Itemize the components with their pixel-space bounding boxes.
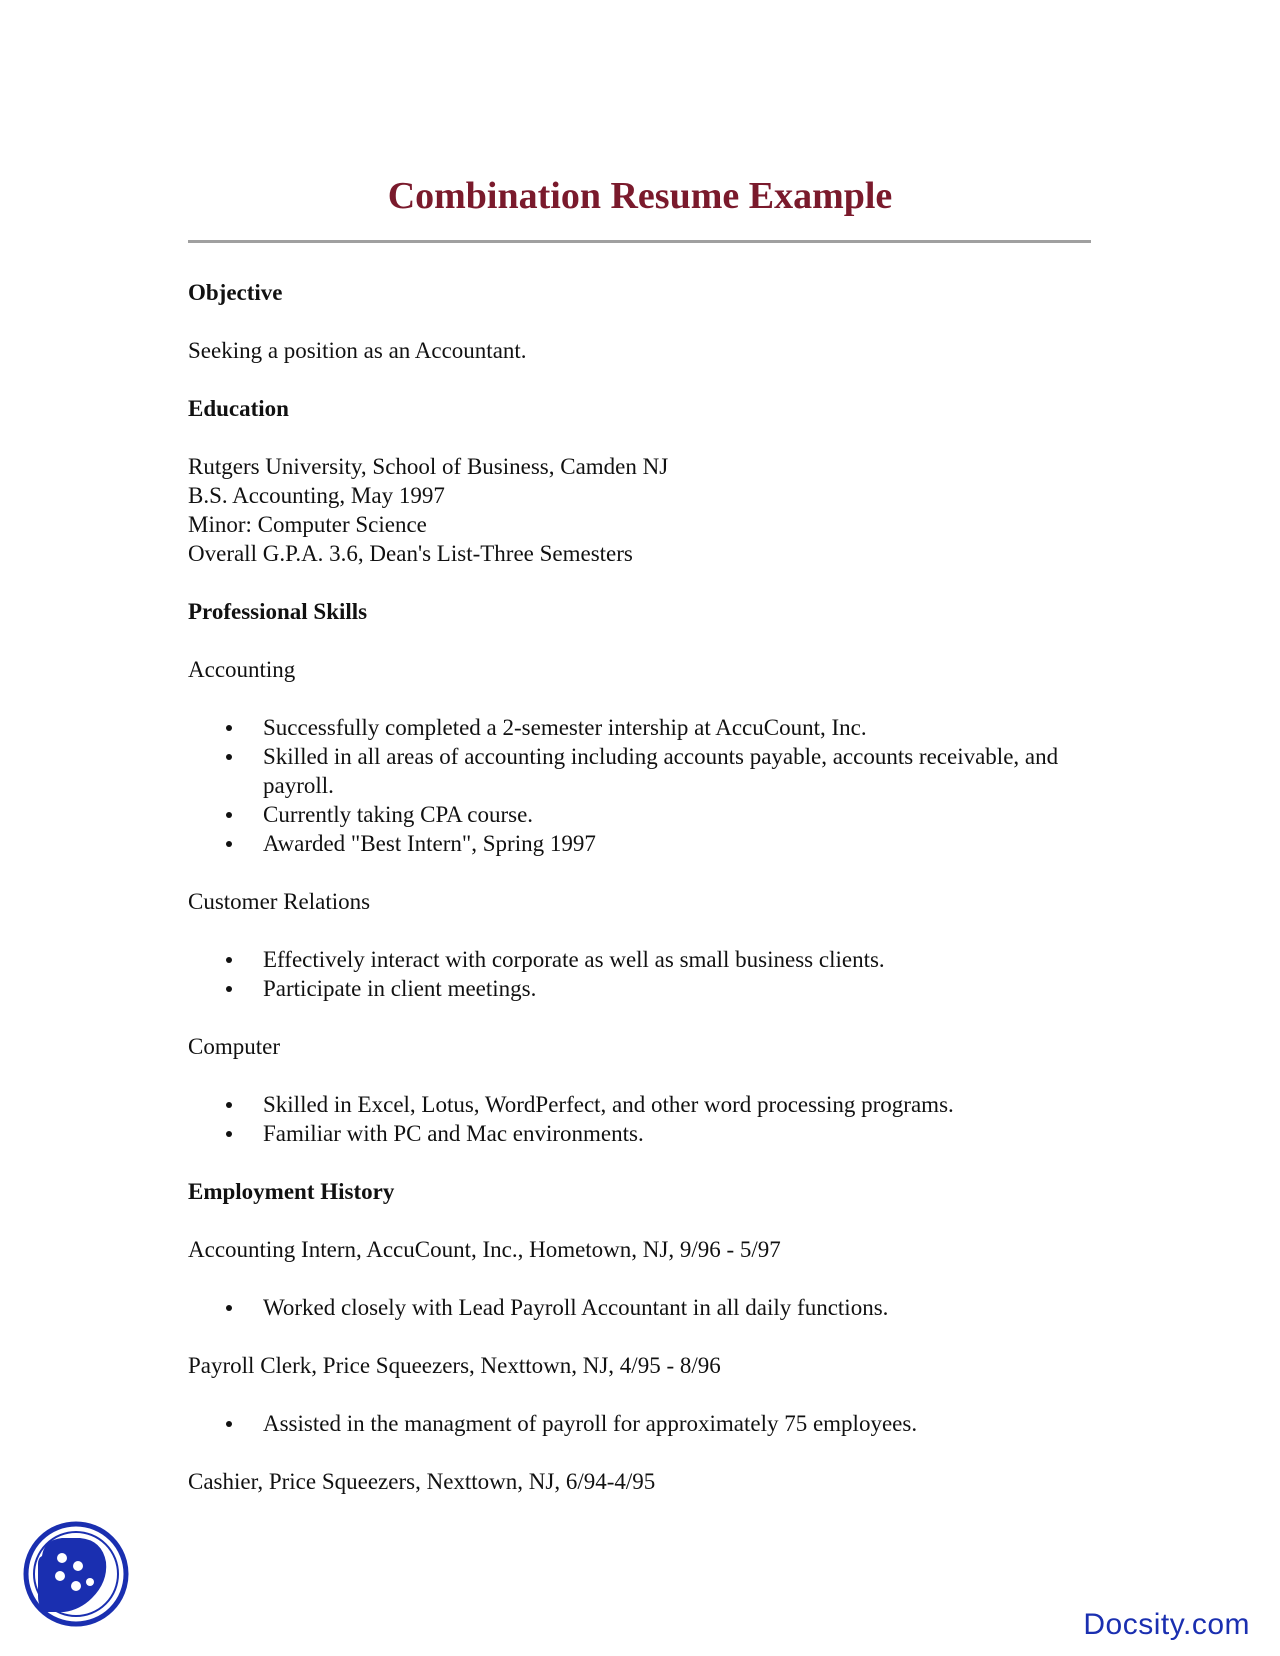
docsity-brand-link[interactable]: Docsity.com bbox=[1083, 1608, 1250, 1641]
resume-content bbox=[188, 278, 1098, 1525]
list-item bbox=[188, 829, 1098, 858]
job-duties-list bbox=[188, 1293, 1098, 1322]
education-block bbox=[188, 452, 1098, 568]
skill-group-computer: Computer bbox=[188, 1034, 280, 1059]
list-item-text: Skilled in Excel, Lotus, WordPerfect, and other word processing programs. bbox=[263, 1092, 954, 1117]
list-item bbox=[188, 713, 1098, 742]
docsity-logo-icon bbox=[22, 1520, 130, 1628]
education-line: Overall G.P.A. 3.6, Dean's List-Three Semesters bbox=[188, 541, 633, 566]
computer-skill-list bbox=[188, 1090, 1098, 1148]
list-item bbox=[188, 1090, 1098, 1119]
skills-heading: Professional Skills bbox=[188, 599, 368, 624]
bullet-icon bbox=[226, 725, 232, 731]
list-item bbox=[188, 800, 1098, 829]
list-item bbox=[188, 1293, 1098, 1322]
list-item-text: Currently taking CPA course. bbox=[263, 802, 534, 827]
bullet-icon bbox=[226, 1131, 232, 1137]
bullet-icon bbox=[226, 754, 232, 760]
skill-group-accounting: Accounting bbox=[188, 657, 296, 682]
list-item-text: Familiar with PC and Mac environments. bbox=[263, 1121, 644, 1146]
job-title: Payroll Clerk, Price Squeezers, Nexttown, NJ, 4/95 - 8/96 bbox=[188, 1353, 721, 1378]
bullet-icon bbox=[226, 957, 232, 963]
education-heading: Education bbox=[188, 396, 289, 421]
list-item-text: Successfully completed a 2-semester intership at AccuCount, Inc. bbox=[263, 715, 867, 740]
customer-relations-skill-list bbox=[188, 945, 1098, 1003]
list-item bbox=[188, 1409, 1098, 1438]
list-item bbox=[188, 742, 1098, 800]
page-title: Combination Resume Example bbox=[387, 175, 893, 218]
list-item-text: Assisted in the managment of payroll for approximately 75 employees. bbox=[263, 1411, 918, 1436]
list-item bbox=[188, 945, 1098, 974]
employment-heading: Employment History bbox=[188, 1179, 395, 1204]
title-divider bbox=[188, 240, 1091, 243]
list-item-text: Participate in client meetings. bbox=[263, 976, 537, 1001]
bullet-icon bbox=[226, 812, 232, 818]
accounting-skill-list bbox=[188, 713, 1098, 858]
list-item bbox=[188, 1119, 1098, 1148]
list-item-text: Awarded "Best Intern", Spring 1997 bbox=[263, 831, 596, 856]
list-item bbox=[188, 974, 1098, 1003]
job-duties-list bbox=[188, 1409, 1098, 1438]
job-title: Accounting Intern, AccuCount, Inc., Hometown, NJ, 9/96 - 5/97 bbox=[188, 1237, 781, 1262]
skill-group-customer-relations: Customer Relations bbox=[188, 889, 371, 914]
list-item-text: Skilled in all areas of accounting including accounts payable, accounts receivable, and payroll. bbox=[263, 744, 1059, 798]
bullet-icon bbox=[226, 986, 232, 992]
education-line: B.S. Accounting, May 1997 bbox=[188, 483, 445, 508]
education-line: Rutgers University, School of Business, Camden NJ bbox=[188, 454, 669, 479]
objective-heading: Objective bbox=[188, 280, 283, 305]
bullet-icon bbox=[226, 1421, 232, 1427]
objective-text: Seeking a position as an Accountant. bbox=[188, 338, 527, 363]
job-title: Cashier, Price Squeezers, Nexttown, NJ, 6/94-4/95 bbox=[188, 1469, 656, 1494]
bullet-icon bbox=[226, 1102, 232, 1108]
bullet-icon bbox=[226, 841, 232, 847]
list-item-text: Worked closely with Lead Payroll Accountant in all daily functions. bbox=[263, 1295, 889, 1320]
list-item-text: Effectively interact with corporate as well as small business clients. bbox=[263, 947, 885, 972]
education-line: Minor: Computer Science bbox=[188, 512, 427, 537]
bullet-icon bbox=[226, 1305, 232, 1311]
